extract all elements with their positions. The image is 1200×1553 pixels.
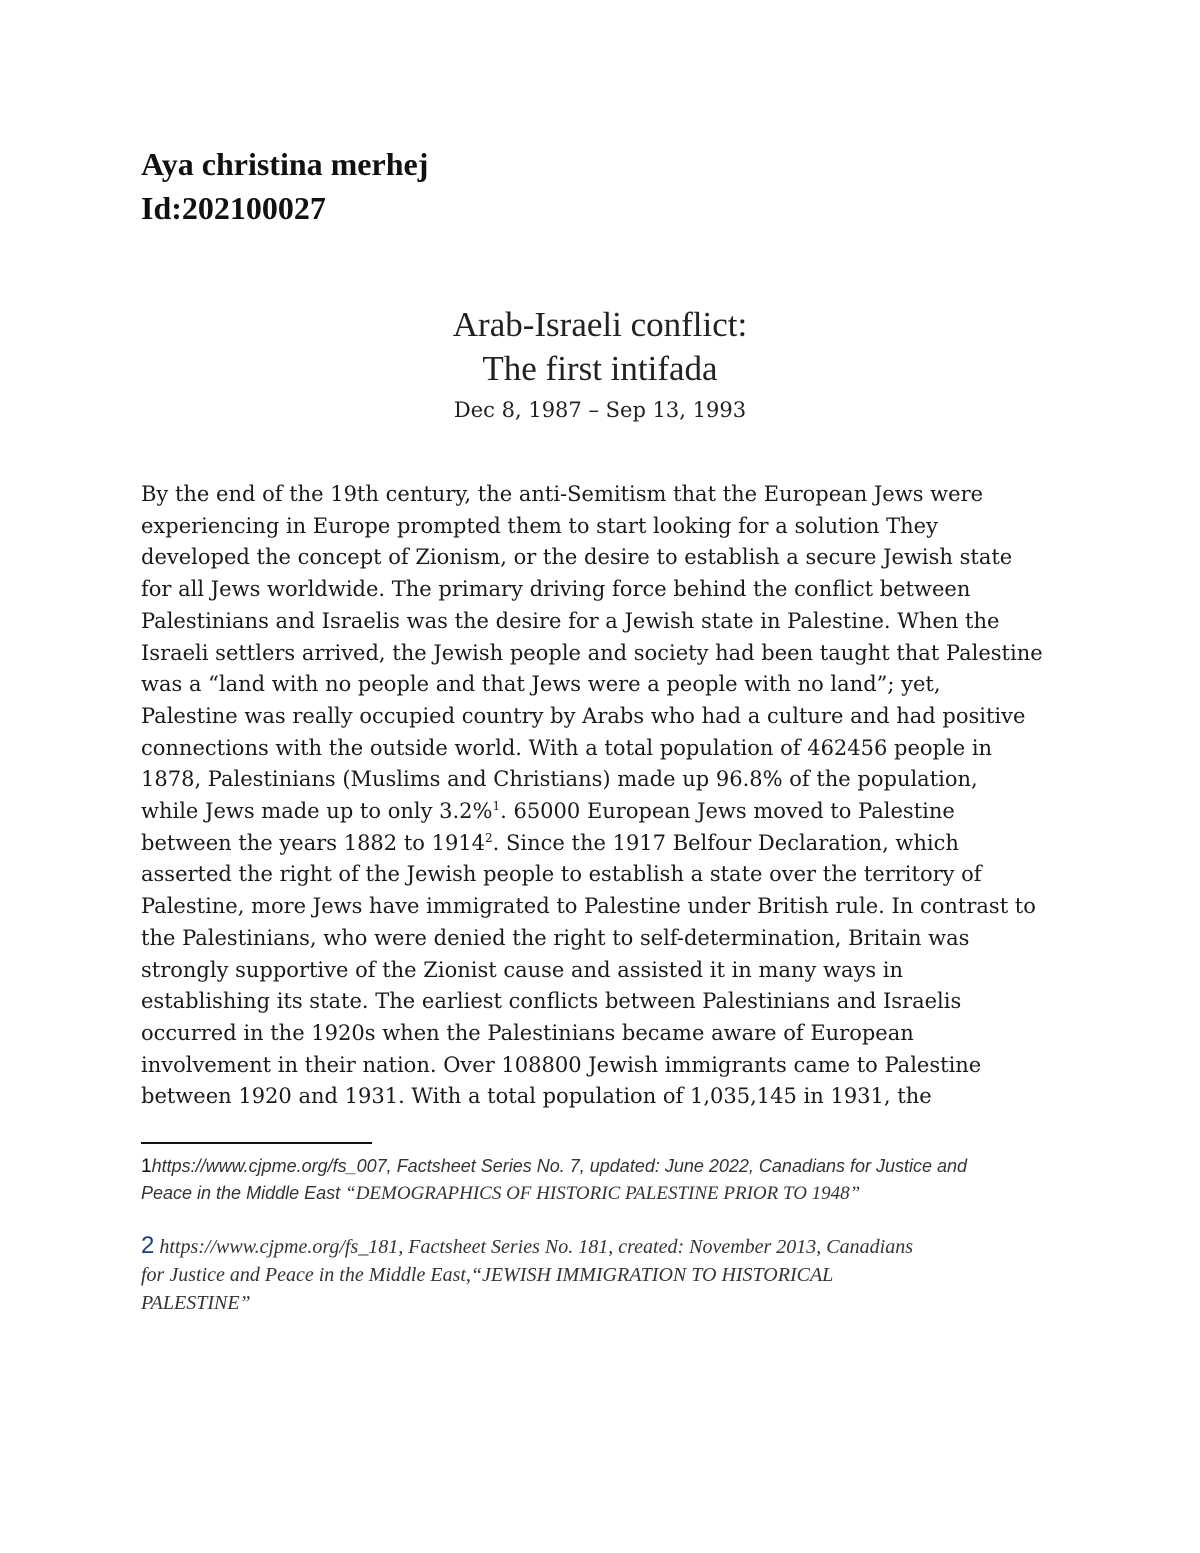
body-line: developed the concept of Zionism, or the desire to establish a secure Jewish state bbox=[141, 545, 1013, 570]
footnote-line: for Justice and Peace in the Middle East,“JEWISH IMMIGRATION TO HISTORICAL bbox=[141, 1264, 834, 1286]
body-line: strongly supportive of the Zionist cause and assisted it in many ways in bbox=[141, 957, 904, 982]
author-header bbox=[141, 142, 428, 230]
date-range: Dec 8, 1987 – Sep 13, 1993 bbox=[453, 398, 747, 422]
footnote-number: 2 bbox=[141, 1232, 155, 1259]
footnote-ref-2[interactable]: 2 bbox=[485, 830, 493, 845]
document-subtitle: The first intifada bbox=[482, 349, 718, 388]
document-title: Arab-Israeli conflict: bbox=[452, 305, 748, 344]
body-text-segment: between the years 1882 to 1914 bbox=[141, 830, 486, 855]
footnote-source-title: “DEMOGRAPHICS OF HISTORIC PALESTINE PRIOR TO 1948” bbox=[345, 1183, 861, 1204]
author-name: Aya christina merhej bbox=[141, 146, 429, 182]
body-line: between 1920 and 1931. With a total population of 1,035,145 in 1931, the bbox=[141, 1084, 932, 1109]
footnote-line bbox=[141, 1180, 1071, 1207]
body-line: By the end of the 19th century, the anti-Semitism that the European Jews were bbox=[141, 482, 984, 506]
body-line: Palestinians and Israelis was the desire for a Jewish state in Palestine. When the bbox=[141, 608, 1000, 633]
footnote-line: PALESTINE” bbox=[141, 1292, 251, 1314]
footnote-citation: Peace in the Middle East bbox=[141, 1183, 346, 1203]
footnote-ref-1[interactable]: 1 bbox=[492, 799, 501, 814]
body-line: asserted the right of the Jewish people to establish a state over the territory of bbox=[141, 862, 982, 887]
footnote-2 bbox=[141, 1232, 1071, 1317]
footnote-citation: https://www.cjpme.org/fs_007, Factsheet Series No. 7, updated: June 2022, Canadians for Justice and bbox=[151, 1156, 968, 1176]
body-line: experiencing in Europe prompted them to start looking for a solution They bbox=[141, 513, 938, 538]
footnote-citation: https://www.cjpme.org/fs_181, Factsheet Series No. 181, created: November 2013, Canadians bbox=[154, 1236, 913, 1258]
body-line: Israeli settlers arrived, the Jewish people and society had been taught that Palestine bbox=[141, 640, 1043, 665]
body-line: 1878, Palestinians (Muslims and Christians) made up 96.8% of the population, bbox=[141, 767, 978, 792]
body-line: Palestine was really occupied country by Arabs who had a culture and had positive bbox=[141, 703, 1026, 728]
body-line bbox=[141, 796, 1071, 828]
body-line: occurred in the 1920s when the Palestinians became aware of European bbox=[141, 1020, 914, 1045]
student-id: Id:202100027 bbox=[141, 190, 326, 226]
body-line bbox=[141, 828, 1071, 860]
body-line: the Palestinians, who were denied the right to self-determination, Britain was bbox=[141, 925, 970, 950]
footnote-line bbox=[141, 1232, 1071, 1261]
footnote-1 bbox=[141, 1153, 1071, 1207]
body-line: for all Jews worldwide. The primary driving force behind the conflict between bbox=[141, 577, 971, 602]
body-text-segment: . 65000 European Jews moved to Palestine bbox=[500, 799, 955, 824]
body-text-segment: while Jews made up to only 3.2% bbox=[141, 799, 493, 824]
footnote-separator bbox=[141, 1142, 372, 1144]
body-text-segment: . Since the 1917 Belfour Declaration, which bbox=[492, 830, 959, 855]
body-line: establishing its state. The earliest conflicts between Palestinians and Israelis bbox=[141, 989, 962, 1014]
body-line: involvement in their nation. Over 108800 Jewish immigrants came to Palestine bbox=[141, 1052, 982, 1077]
body-line: Palestine, more Jews have immigrated to Palestine under British rule. In contrast to bbox=[141, 894, 1036, 919]
footnote-number: 1 bbox=[141, 1156, 152, 1177]
body-line: was a “land with no people and that Jews were a people with no land”; yet, bbox=[141, 672, 941, 697]
footnote-line bbox=[141, 1153, 1071, 1180]
body-line: connections with the outside world. With a total population of 462456 people in bbox=[141, 735, 993, 760]
body-paragraph bbox=[141, 479, 1071, 1113]
title-block bbox=[0, 303, 1200, 425]
